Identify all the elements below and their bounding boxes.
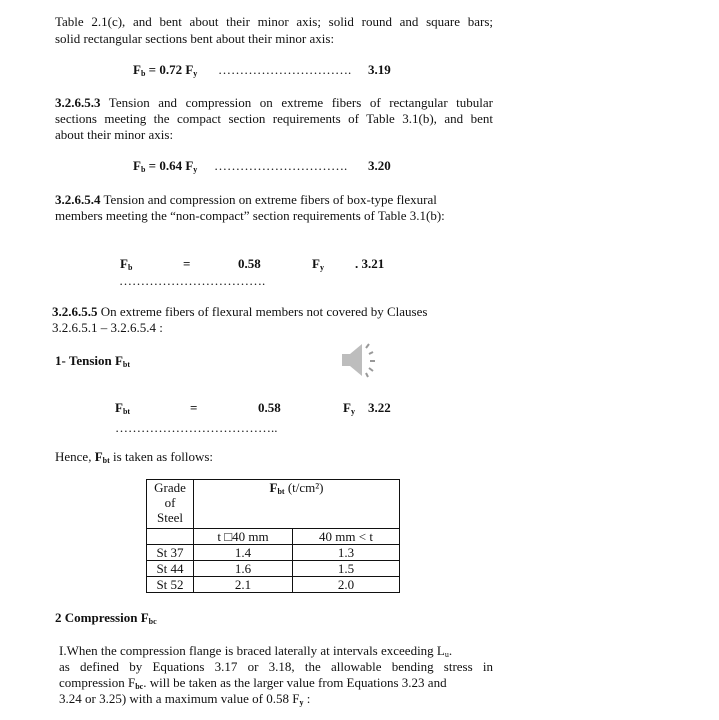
grade: St 44 bbox=[147, 561, 194, 577]
fbt-header: $F_{bt}$ (t/cm²) bbox=[194, 480, 400, 529]
value: 1.5 bbox=[293, 561, 400, 577]
grade-header: Grade of Steel bbox=[147, 480, 194, 529]
speaker-icon[interactable] bbox=[338, 340, 380, 382]
table-row bbox=[147, 561, 400, 577]
dots: …………………………. bbox=[214, 158, 348, 173]
hence-text: Hence, $F_{bt}$ is taken as follows: bbox=[55, 449, 214, 465]
equation-number: 3.22 bbox=[368, 400, 391, 415]
grade: St 52 bbox=[147, 577, 194, 593]
table-row bbox=[147, 577, 400, 593]
paraI-line4: 3.24 or 3.25) with a maximum value of 0.58 $F_y$ : bbox=[59, 691, 311, 707]
section-line3: about their minor axis: bbox=[55, 127, 174, 142]
equals: = bbox=[190, 400, 198, 415]
grade: St 37 bbox=[147, 545, 194, 561]
value: 2.1 bbox=[194, 577, 293, 593]
fy: $F_y$ bbox=[312, 256, 324, 272]
equation-number: . 3.21 bbox=[355, 256, 385, 271]
equation-number: 3.20 bbox=[368, 158, 391, 173]
compression-heading: 2 Compression $F_{bc}$ bbox=[55, 610, 157, 626]
section-3-2-6-5-4-line1: 3.2.6.5.4 Tension and compression on extreme fibers of box-type flexural bbox=[55, 192, 437, 207]
dots: ……………………………….. bbox=[115, 420, 278, 435]
value: 2.0 bbox=[293, 577, 400, 593]
col-thin: t □40 mm bbox=[194, 529, 293, 545]
col-thick: 40 mm < t bbox=[293, 529, 400, 545]
equation-3-21-lhs: $F_b$ bbox=[120, 256, 133, 272]
paraI-line3: compression $F_{bc}$. will be taken as the larger value from Equations 3.23 and bbox=[59, 675, 447, 691]
section-3-2-6-5-3-line1: 3.2.6.5.3 Tension and compression on extreme fibers of rectangular tubular bbox=[55, 95, 493, 110]
equation-number: 3.19 bbox=[368, 62, 391, 77]
fy: $F_y$ bbox=[343, 400, 355, 416]
coefficient: 0.58 bbox=[238, 256, 261, 271]
table-row bbox=[147, 545, 400, 561]
equation-3-19: $F_b = 0.72$ $F_y$ bbox=[133, 62, 198, 78]
coefficient: 0.58 bbox=[258, 400, 281, 415]
paraI-line2: as defined by Equations 3.17 or 3.18, the allowable bending stress in bbox=[59, 659, 493, 674]
tension-heading: 1- Tension $F_{bt}$ bbox=[55, 353, 131, 369]
section-3-2-6-5-5-line1: 3.2.6.5.5 On extreme fibers of flexural members not covered by Clauses bbox=[52, 304, 428, 319]
section-line2: members meeting the “non-compact” section requirements of Table 3.1(b): bbox=[55, 208, 445, 223]
dots: …………………………. bbox=[218, 62, 352, 77]
equation-3-22-lhs: $F_{bt}$ bbox=[115, 400, 131, 416]
section-line2: sections meeting the compact section requirements of Table 3.1(b), and bent bbox=[55, 111, 493, 126]
dots: ……………………………. bbox=[119, 273, 266, 288]
value: 1.6 bbox=[194, 561, 293, 577]
equals: = bbox=[183, 256, 191, 271]
section-line2: 3.2.6.5.1 – 3.2.6.5.4 : bbox=[52, 320, 163, 335]
value: 1.3 bbox=[293, 545, 400, 561]
value: 1.4 bbox=[194, 545, 293, 561]
para1-line2: solid rectangular sections bent about their minor axis: bbox=[55, 31, 335, 46]
equation-3-20: $F_b = 0.64$ $F_y$ bbox=[133, 158, 198, 174]
paraI-line1: I.When the compression flange is braced laterally at intervals exceeding $L_u$. bbox=[59, 643, 453, 659]
fbt-table bbox=[146, 479, 400, 593]
para1-line1: Table 2.1(c), and bent about their minor axis; solid round and square bars; bbox=[55, 14, 493, 29]
